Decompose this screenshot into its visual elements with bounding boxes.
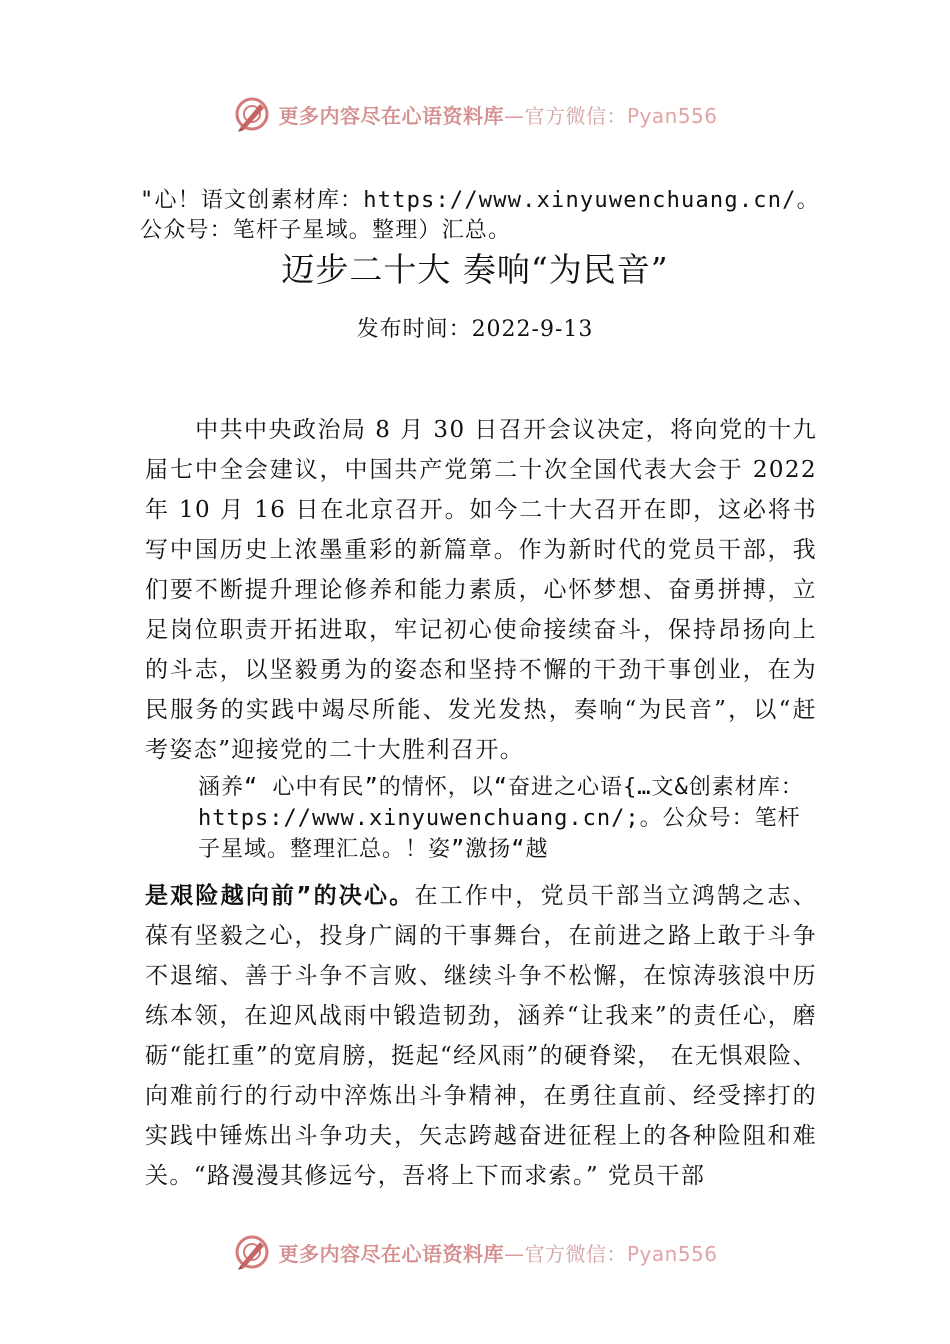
banner-main-text: 更多内容尽在心语资料库	[278, 1241, 504, 1266]
banner-dash: —	[503, 1241, 525, 1266]
paragraph-1-text: 中共中央政治局 8 月 30 日召开会议决定，将向党的十九届七中全会建议，中国共产党第二十次全国代表大会于 2022 年 10 月 16 日在北京召开。如今二十大召开在即，这必将书写中国历史上浓墨重彩的新篇章。作为新时代的党员干部，我们要不断提升理论修养和能力素质，心怀梦想、奋勇拼搏，立足岗位职责开拓进取，牢记初心使命接续奋斗，保持昂扬向上的斗志，以坚毅勇为的姿态和坚持不懈的干劲干事创业，在为民服务的实践中竭尽所能、发光发热，奏响“为民音”，以“赶考姿态”迎接党的二十大胜利召开。	[145, 417, 817, 763]
banner-dash: —	[503, 103, 525, 128]
paragraph-2-lead: 是艰险越向前”的决心。	[145, 883, 415, 909]
pen-logo-icon	[232, 94, 272, 134]
banner-wechat-id: Pyan556	[626, 103, 718, 128]
banner-wechat-label: 官方微信：	[524, 1241, 627, 1266]
footer-banner	[0, 1230, 950, 1274]
banner-main-text: 更多内容尽在心语资料库	[278, 103, 504, 128]
banner-wechat-id: Pyan556	[626, 1241, 718, 1266]
publish-date: 发布时间：2022-9-13	[356, 317, 594, 342]
banner-wechat-label: 官方微信：	[524, 103, 627, 128]
banner-text	[278, 1238, 717, 1267]
banner-text	[278, 100, 717, 129]
paragraph-2	[145, 876, 817, 1196]
header-banner	[0, 92, 950, 136]
paragraph-1	[145, 410, 817, 770]
pen-logo-icon	[232, 1232, 272, 1272]
article-title: 迈步二十大 奏响“为民音”	[281, 250, 669, 289]
embedded-watermark-line: 涵养“ 心中有民”的情怀，以“奋进之心语{…文&创素材库：https://www.xinyuwenchuang.cn/;。公众号：笔杆子星域。整理汇总。！姿”激扬“越	[198, 775, 804, 862]
paragraph-2-text: 在工作中，党员干部当立鸿鹄之志、葆有坚毅之心，投身广阔的干事舞台，在前进之路上敢于斗争不退缩、善于斗争不言败、继续斗争不松懈，在惊涛骇浪中历练本领，在迎风战雨中锻造韧劲，涵养“让我来”的责任心，磨砺“能扛重”的宽肩膀，挺起“经风雨”的硬脊梁， 在无惧艰险、向难前行的行动中淬炼出斗争精神，在勇往直前、经受摔打的实践中锤炼出斗争功夫，矢志跨越奋进征程上的各种险阻和难关。“路漫漫其修远兮，吾将上下而求索。” 党员干部	[145, 883, 817, 1189]
source-note: "心！语文创素材库：https://www.xinyuwenchuang.cn/。公众号：笔杆子星域。整理）汇总。	[140, 188, 820, 243]
